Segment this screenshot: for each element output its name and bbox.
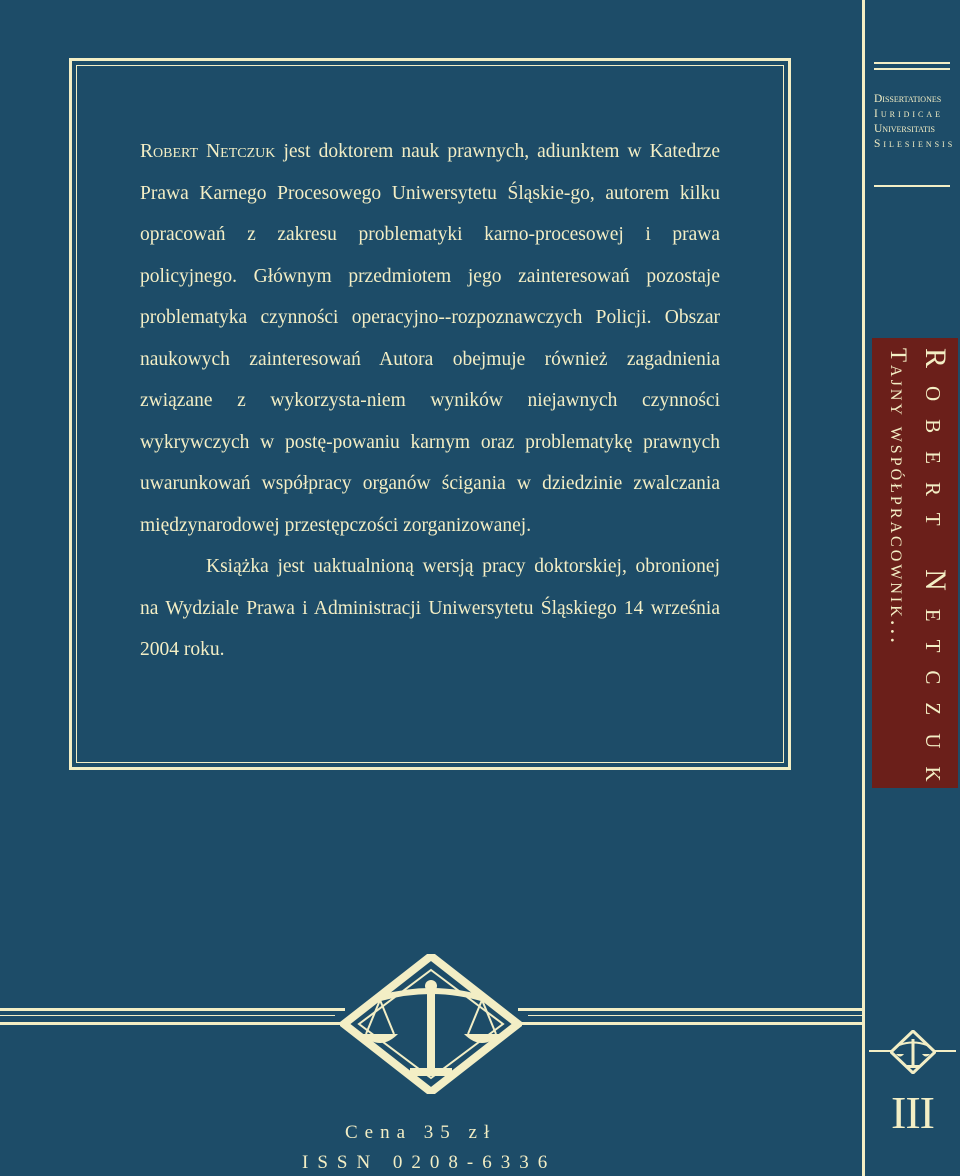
series-name bbox=[865, 92, 960, 152]
emblem-rule-left-top bbox=[0, 1008, 345, 1011]
emblem-rule-right-top bbox=[518, 1008, 862, 1011]
spine-title-block bbox=[872, 338, 958, 800]
scales-of-justice-icon bbox=[340, 954, 522, 1094]
emblem-area bbox=[0, 950, 862, 1100]
volume-number: III bbox=[891, 1087, 934, 1138]
emblem-rule-left-bottom bbox=[0, 1022, 345, 1025]
spine-title-rotated bbox=[872, 338, 958, 800]
price-label: Cena 35 zł bbox=[345, 1122, 497, 1143]
bio-paragraph-2: Książka jest uaktualnioną wersją pracy doktorskiej, obronionej na Wydziale Prawa i Administracji Uniwersytetu Śląskiego 14 września 2004 roku. bbox=[140, 556, 720, 660]
author-name: Robert Netczuk bbox=[140, 141, 276, 162]
spine-author: Robert Netczuk bbox=[919, 348, 952, 800]
author-bio bbox=[140, 131, 720, 671]
issn-label: ISSN 0208-6336 bbox=[302, 1152, 557, 1173]
spine-rule-under-series bbox=[874, 185, 950, 187]
emblem-rule-right-mid bbox=[528, 1015, 862, 1016]
emblem-rule-left-mid bbox=[0, 1015, 335, 1016]
spine-rule-top-1 bbox=[874, 62, 950, 64]
spine-rule-top-2 bbox=[874, 68, 950, 70]
series-line-4: Silesiensis bbox=[874, 138, 956, 150]
bio-paragraph-1 bbox=[140, 131, 720, 546]
spine-book-title: Tajny współpracownik... bbox=[886, 348, 911, 647]
emblem-rule-right-bottom bbox=[518, 1022, 862, 1025]
small-scales-of-justice-icon bbox=[890, 1030, 936, 1074]
bio-paragraph-1-text: jest doktorem nauk prawnych, adiunktem w Katedrze Prawa Karnego Procesowego Uniwersytetu Śląskie-go, autorem kilku opracowań z zakresu problematyki karno-procesowej i prawa policyjnego. Głównym przedmiotem jego zainteresowań pozostaje problematyka czynności operacyjno--rozpoznawczych Policji. Obszar naukowych zainteresowań Autora obejmuje również zagadnienia związane z wykorzysta-niem wyników niejawnych czynności wykrywczych w postę-powaniu karnym oraz problematykę prawnych uwarunkowań współpracy organów ścigania w dziedzinie zwalczania międzynarodowej przestępczości zorganizowanej. bbox=[140, 141, 721, 536]
series-line-2: Iuridicae bbox=[874, 108, 944, 120]
series-line-3: Universitatis bbox=[874, 123, 935, 135]
series-line-1: Dissertationes bbox=[874, 93, 942, 105]
text-frame bbox=[69, 58, 791, 770]
